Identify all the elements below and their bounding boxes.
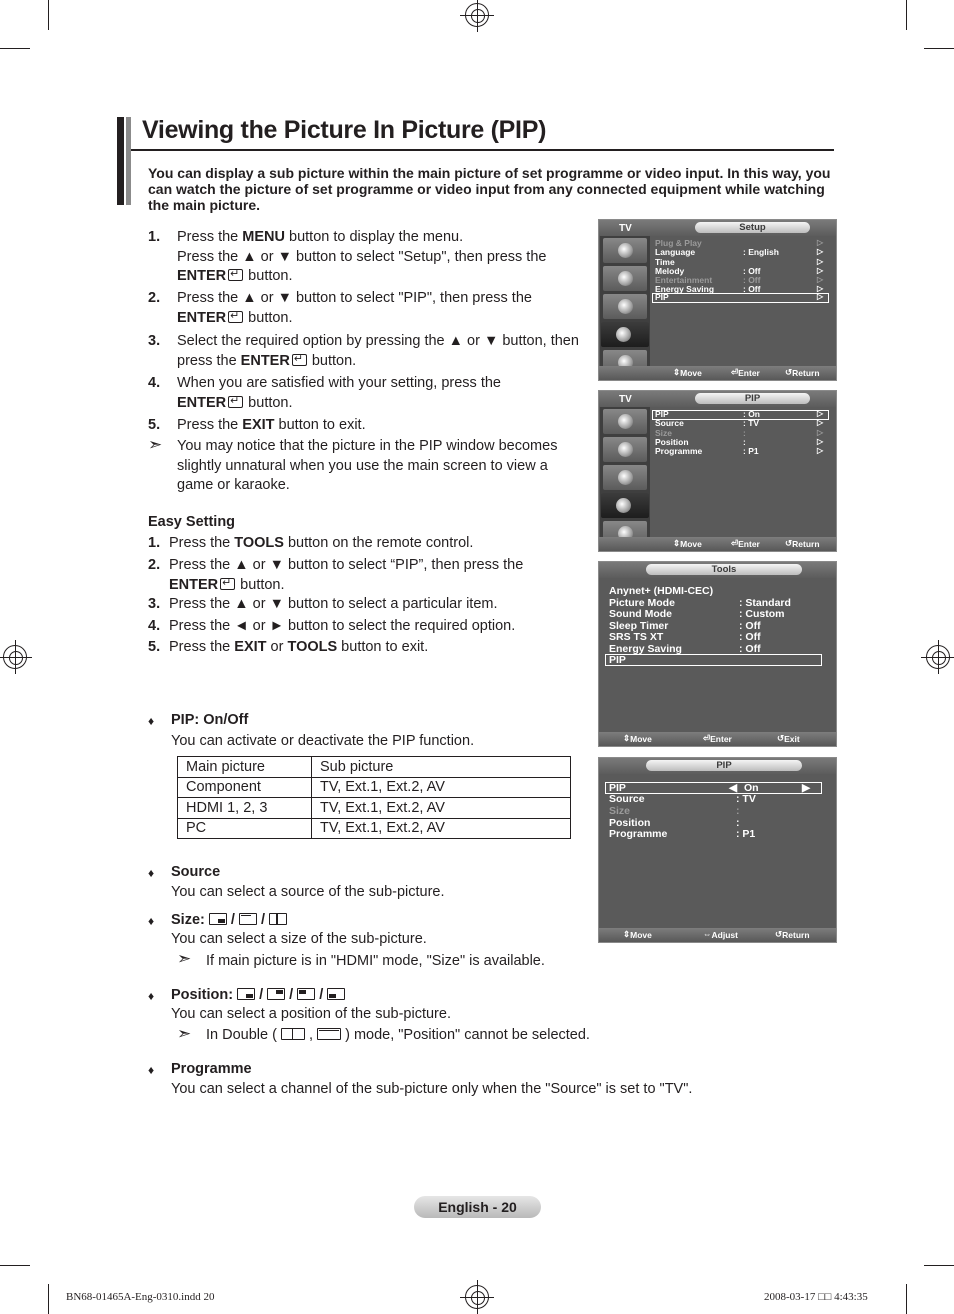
osd-selection — [605, 654, 822, 666]
easy-setting-heading: Easy Setting — [148, 514, 236, 530]
position-note: In Double ( , ) mode, "Position" cannot be selected. — [206, 1027, 590, 1043]
crop-mark — [0, 48, 30, 49]
crop-mark — [924, 48, 954, 49]
position-heading: Position: / / / — [171, 987, 345, 1003]
crop-mark — [906, 0, 907, 30]
osd-tools-screen: Tools Anynet+ (HDMI-CEC) Picture Mode : Standard Sound Mode : Custom Sleep Timer : Off SRS TS XT : Off Energy Saving : Off PIP ⇕ Move ⏎ Enter ↺ Exit — [598, 561, 837, 747]
crop-mark — [924, 1265, 954, 1266]
position-desc: You can select a position of the sub-picture. — [171, 1006, 451, 1022]
crop-mark — [0, 1265, 30, 1266]
registration-mark-icon — [3, 645, 27, 669]
title-accent-bar — [117, 117, 124, 205]
note-text: You may notice that the picture in the PIP window becomes slightly unnatural when you use the main screen to view a game or karaoke. — [177, 438, 558, 493]
pip-onoff-desc: You can activate or deactivate the PIP function. — [171, 733, 475, 749]
table-row: Main picture Sub picture — [178, 757, 571, 778]
title-accent-bar — [126, 117, 131, 205]
picture-icon — [603, 238, 647, 263]
channel-icon — [603, 294, 647, 319]
pip-onoff-heading: PIP: On/Off — [171, 712, 249, 728]
osd-pip-screen: TV PIP PIP : On ▷ Source : TV ▷ Size : ▷ Position : ▷ Programme : P1 ▷ ⇕ Move ⏎ Enter ↺ Return — [598, 390, 837, 552]
table-row: HDMI 1, 2, 3 TV, Ext.1, Ext.2, AV — [178, 798, 571, 819]
page-number-badge: English - 20 — [414, 1196, 541, 1218]
easy-step-3: 3. Press the ▲ or ▼ button to select a particular item. — [148, 596, 498, 612]
bullet-diamond-icon: ♦ — [148, 1063, 155, 1077]
size-note: If main picture is in "HDMI" mode, "Size" is available. — [206, 953, 545, 969]
size-heading: Size: / / — [171, 912, 287, 928]
registration-mark-icon — [465, 3, 489, 27]
easy-step-4: 4. Press the ◄ or ► button to select the required option. — [148, 618, 516, 634]
slug-file: BN68-01465A-Eng-0310.indd 20 — [66, 1291, 215, 1303]
easy-step-2: 2. Press the ▲ or ▼ button to select “PIP”, then press the ENTER↵ button. — [148, 556, 160, 576]
programme-heading: Programme — [171, 1061, 252, 1077]
programme-desc: You can select a channel of the sub-picture only when the "Source" is set to "TV". — [171, 1081, 693, 1097]
crop-mark — [48, 1284, 49, 1314]
position-top-right-icon — [267, 988, 285, 1000]
size-double-icon — [269, 913, 287, 925]
source-desc: You can select a source of the sub-picture. — [171, 884, 445, 900]
picture-icon — [603, 409, 647, 434]
sound-icon — [603, 437, 647, 462]
crop-mark — [906, 1284, 907, 1314]
osd-pip-tools-screen: PIP PIP ◀ On ▶ Source : TV Size : Position : Programme : P1 ⇕ Move ⇔ Adjust ↺ Return — [598, 757, 837, 943]
size-desc: You can select a size of the sub-picture. — [171, 931, 427, 947]
pip-compat-table — [177, 756, 571, 839]
easy-step-5: 5. Press the EXIT or TOOLS button to exit. — [148, 639, 429, 655]
osd-sidebar — [600, 407, 650, 537]
note-arrow-icon: ➣ — [177, 1024, 192, 1043]
osd-setup-screen: TV Setup Plug & Play ▷ Language : English ▷ Time ▷ Melody : Off ▷ Entertainment : Off ▷ Energy Saving : Off ▷ PIP ▷ ⇕ Move ⏎ Enter ↺ Return — [598, 219, 837, 381]
table-row: Component TV, Ext.1, Ext.2, AV — [178, 777, 571, 798]
double-mode-icon — [317, 1028, 341, 1040]
double-mode-icon — [281, 1028, 305, 1040]
table-row: PC TV, Ext.1, Ext.2, AV — [178, 818, 571, 839]
bullet-diamond-icon: ♦ — [148, 914, 155, 928]
enter-icon — [220, 578, 235, 590]
source-heading: Source — [171, 864, 221, 880]
bullet-diamond-icon: ♦ — [148, 714, 155, 728]
setup-icon — [601, 493, 649, 518]
position-top-left-icon — [297, 988, 315, 1000]
title-underline — [131, 149, 834, 151]
size-small-icon — [209, 913, 227, 925]
registration-mark-icon — [926, 645, 950, 669]
osd-selection — [652, 293, 829, 303]
position-bottom-left-icon — [327, 988, 345, 1000]
bullet-diamond-icon: ♦ — [148, 866, 155, 880]
note-arrow-icon: ➣ — [148, 435, 163, 454]
intro-paragraph: You can display a sub picture within the main picture of set programme or video input. In this way, you can watch the picture of set programme or video input from any connected equipment while watching the main picture. — [148, 165, 831, 213]
osd-sidebar — [600, 236, 650, 366]
enter-icon — [228, 396, 243, 408]
easy-step-1: 1. Press the TOOLS button on the remote control. — [148, 535, 474, 551]
bullet-diamond-icon: ♦ — [148, 989, 155, 1003]
size-large-icon — [239, 913, 257, 925]
registration-mark-icon — [465, 1285, 489, 1309]
slug-timestamp: 2008-03-17 □□ 4:43:35 — [764, 1291, 868, 1303]
enter-icon — [228, 269, 243, 281]
setup-icon — [601, 322, 649, 347]
sound-icon — [603, 266, 647, 291]
note-arrow-icon: ➣ — [177, 949, 192, 968]
crop-mark — [48, 0, 49, 30]
enter-icon — [292, 354, 307, 366]
channel-icon — [603, 465, 647, 490]
position-bottom-right-icon — [237, 988, 255, 1000]
enter-icon — [228, 311, 243, 323]
page-title: Viewing the Picture In Picture (PIP) — [142, 116, 547, 144]
